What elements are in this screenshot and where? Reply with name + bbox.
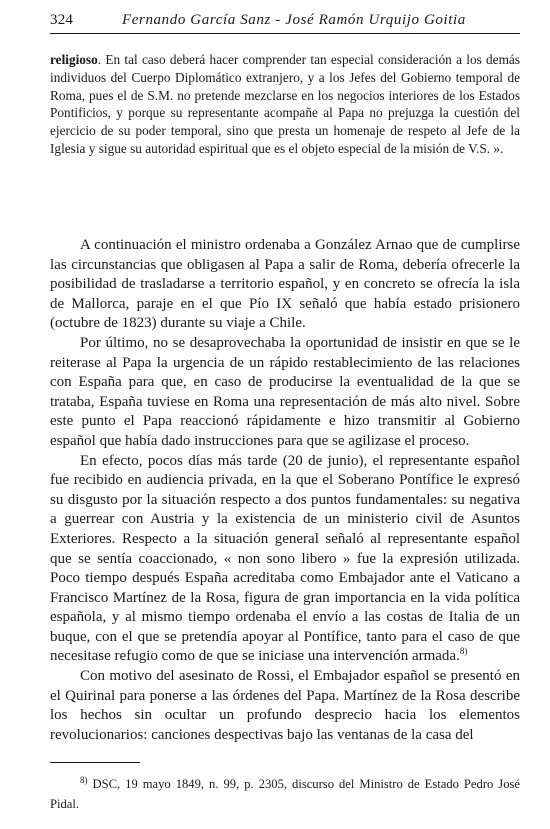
- running-header: [50, 12, 520, 38]
- paragraph-text: Por último, no se desaprovechaba la oportunidad de insistir en que se le reiterase al Papa la urgencia de un rápido restablecimiento de las relaciones con España para que, en caso de producirse la eventualidad de la que se trataba, España tuviese en Roma una representación de más alto nivel. Sobre este punto el Papa reaccionó rápidamente e hizo transmitir al Gobierno español que había dado instrucciones para que se agilizase el proceso.: [50, 334, 520, 449]
- body-text: [50, 236, 520, 745]
- header-rule: [50, 33, 520, 34]
- footnote-mark: 8): [80, 774, 88, 785]
- quote-lead-word: religioso: [50, 52, 98, 67]
- footnote-rule: [50, 762, 140, 763]
- quoted-passage: [50, 51, 520, 158]
- running-title: Fernando García Sanz - José Ramón Urquijo Goitia: [122, 12, 466, 28]
- footnote-text: DSC, 19 mayo 1849, n. 99, p. 2305, discurso del Ministro de Estado Pedro José Pidal.: [50, 777, 520, 811]
- paragraph: [50, 236, 520, 334]
- page-number: 324: [50, 12, 74, 28]
- footnote: [50, 774, 520, 814]
- paragraph: [50, 667, 520, 745]
- footnote-reference: 8): [459, 646, 468, 657]
- paragraph: [50, 452, 520, 668]
- paragraph-text: Con motivo del asesinato de Rossi, el Embajador español se presentó en el Quirinal para ponerse a las órdenes del Papa. Martínez de la Rosa describe los hechos sin ocultar un profundo desprecio hacia los elementos revolucionarios: canciones despectivas bajo las ventanas de la casa del: [50, 668, 520, 743]
- paragraph-text: A continuación el ministro ordenaba a González Arnao que de cumplirse las circunstancias que obligasen al Papa a salir de Roma, debería ofrecerle la posibilidad de trasladarse a territorio español, y en concreto se ofrecía la isla de Mallorca, paraje en el que Pío IX señaló que había estado prisionero (octubre de 1823) durante su viaje a Chile.: [50, 237, 520, 332]
- paragraph-text: En efecto, pocos días más tarde (20 de junio), el representante español fue recibido en audiencia privada, en la que el Soberano Pontífice le expresó su disgusto por la situación respecto a dos puntos fundamentales: su negativa a guerrear con Austria y la existencia de un ministerio civil de Asuntos Exteriores. Respecto a la situación general señaló al representante español que se sentía coaccionado, « non sono libero » fue la expresión utilizada. Poco tiempo después España acreditaba como Embajador ante el Vaticano a Francisco Martínez de la Rosa, figura de gran importancia en la vida política española, y al mismo tiempo ordenaba el envío a las costas de Italia de un buque, con el que se pretendía apoyar al Pontífice, tanto para el caso de que necesitase refugio como de que se iniciase una intervención armada.: [50, 452, 520, 665]
- paragraph: [50, 334, 520, 452]
- quote-text: . En tal caso deberá hacer comprender tan especial consideración a los demás individuos del Cuerpo Diplomático extranjero, y a los Jefes del Gobierno temporal de Roma, pues el de S.M. no pretende mezclarse en los negocios interiores de los Estados Pontificios, y porque su representante acompañe al Papa no prejuzga la cuestión del ejercicio de su poder temporal, sino que presta un homenaje de respeto al Jefe de la Iglesia y sigue su autoridad espiritual que es el objeto especial de la misión de V.S. ».: [50, 52, 520, 156]
